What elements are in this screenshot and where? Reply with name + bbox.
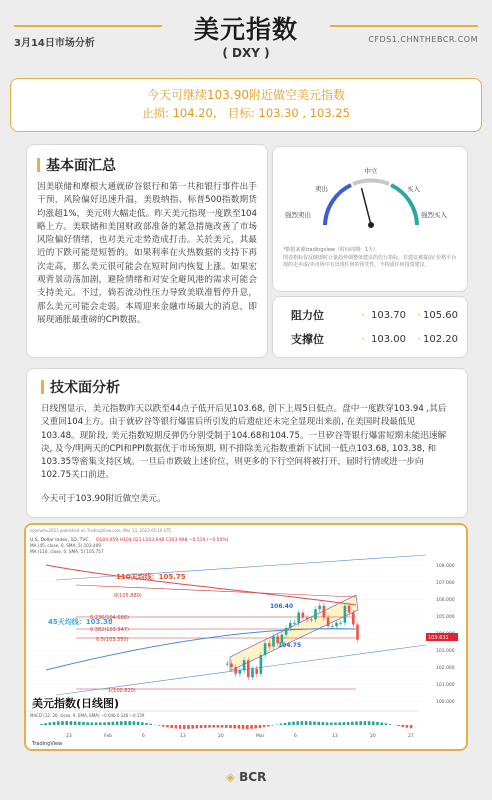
- macd-bar: [57, 721, 60, 725]
- macd-bar: [91, 722, 94, 725]
- macd-bar: [128, 721, 131, 725]
- macd-bar: [200, 725, 203, 728]
- candle: [268, 643, 271, 646]
- macd-bar: [309, 721, 312, 725]
- macd-bar: [406, 725, 409, 728]
- macd-bar: [208, 725, 211, 728]
- ann-ma45: 45天均线：103.38: [48, 618, 113, 626]
- x-tick: 27: [408, 734, 414, 739]
- macd-bar: [380, 723, 383, 725]
- macd-bar: [271, 725, 274, 726]
- support-label: 支撑位: [291, 333, 324, 346]
- y-tick: 103.000: [436, 649, 455, 654]
- macd-bar: [196, 725, 199, 728]
- footer-logo-text: BCR: [239, 770, 267, 784]
- fib-label-05: 0.5(103.350): [96, 637, 129, 643]
- resistance-2: 105.60: [423, 309, 458, 321]
- macd-bar: [103, 722, 106, 725]
- macd-bar: [233, 725, 236, 728]
- macd-bar: [170, 725, 173, 728]
- macd-bar: [280, 724, 283, 725]
- macd-bar: [74, 721, 77, 725]
- technical-body: 日线图显示，美元指数昨天以跌至44点子低开后见103.68, 创下上周5日低点。盘中一度跌穿103.94 ,其后又重回104上方。由于就矽谷等银行爆雷后所引发的后遗症还未完全显现出来前, 在美国时段最低见103.48。现阶段, 美元指数短期反弹仍分别受制于104.68和104.75。一旦矽谷等银行爆雷短期未能迅速解决, 及今/明两天的CPI和PPI数据优于市场预期, 则不排除美元指数重新下试回一低点103.68, 103.38, 和103.35等密集支持区域。一旦后市跌破上述价位，则更多的下行空间将被打开，届时行情或进一步向102.75关口前进。: [41, 404, 447, 481]
- candle: [226, 664, 229, 665]
- macd-bar: [99, 722, 102, 725]
- technical-heading: [41, 377, 453, 397]
- x-tick: 20: [370, 734, 376, 739]
- macd-bar: [183, 725, 186, 729]
- candle: [356, 625, 359, 640]
- fib-label-0: 0(105.880): [114, 593, 142, 599]
- fib-label-0382: 0.382(103.947): [90, 627, 129, 633]
- fundamentals-body: 因美联储和摩根大通就矽谷银行和第一共和银行事件出手干预，风险偏好迅速升温，美股纳指、标普500指数期货均涨超1%，美元则大幅走低。昨天美元指现一度跌至104略上方。美联储和美国财政部准备的紧急措施改善了市场风险偏好情绪，也对美元走势造成打击。关於美元，其最近的下跌可能是短暂的。如果利率在火热数据的支持下再次走高，那么美元很可能会在短时间内恢复上涨。如果宏观背景动荡加剧，避险情绪和对安全避风港的需求可能会支持美元。不过，倘若流动性压力导致美联准暂停升息，那么美元可能会走弱。本周迎来金融市场最大的消息，即展现通胀最重磅的CPI数据。: [37, 182, 257, 325]
- macd-bar: [368, 721, 371, 725]
- macd-bar: [263, 725, 266, 727]
- bcr-logo-icon: ◈: [225, 770, 235, 784]
- fundamentals-panel: [26, 144, 268, 358]
- recommendation-line-1: 今天可继续103.90附近做空美元指数: [147, 88, 345, 102]
- page-subtitle: ( DXY ): [222, 46, 270, 60]
- gauge-svg: [273, 147, 469, 293]
- tradingview-logo: TradingView: [32, 741, 63, 747]
- tech-rating-gauge: [272, 146, 468, 292]
- macd-bar: [70, 721, 73, 725]
- macd-bar: [86, 722, 89, 725]
- gauge-arc-neutral: [353, 180, 389, 184]
- macd-bar: [137, 722, 140, 725]
- dot-icon: ·: [417, 308, 421, 322]
- support-1: 103.00: [371, 333, 406, 345]
- heading-bar: [37, 158, 40, 172]
- ann-ma110: 110天均线：105.75: [116, 573, 186, 581]
- candle: [302, 613, 305, 618]
- macd-bar: [250, 725, 253, 729]
- dot-icon: ·: [361, 308, 365, 322]
- y-tick: 100.000: [436, 700, 455, 705]
- y-tick: 101.000: [436, 683, 455, 688]
- macd-bar: [305, 721, 308, 725]
- x-tick: 20: [218, 734, 224, 739]
- resistance-row: [273, 305, 469, 325]
- chart-svg: [26, 525, 466, 749]
- macd-bar: [53, 722, 56, 725]
- candle: [289, 623, 292, 628]
- support-2: 102.20: [423, 333, 458, 345]
- macd-bar: [191, 725, 194, 729]
- fundamentals-heading: [37, 155, 257, 175]
- x-tick: 6: [142, 734, 145, 739]
- candle: [297, 613, 300, 623]
- macd-bar: [372, 721, 375, 725]
- heading-bar: [41, 380, 44, 394]
- y-tick: 108.000: [436, 564, 455, 569]
- macd-bar: [229, 725, 232, 728]
- macd-bar: [112, 722, 115, 725]
- macd-bar: [107, 722, 110, 725]
- level-104-75: 104.75: [278, 642, 302, 649]
- technical-conclusion: 今天可于103.90附近做空美元。: [41, 493, 166, 504]
- macd-bar: [217, 725, 220, 728]
- y-tick: 107.000: [436, 581, 455, 586]
- macd-bar: [166, 725, 169, 727]
- page-title: 美元指数: [193, 15, 298, 44]
- candle: [251, 669, 254, 678]
- levels-panel: [272, 296, 468, 358]
- chart-ohlc: O104.059 H104.021 L103.948 C103.998 −0.519 (−0.50%): [96, 538, 229, 543]
- macd-bar: [288, 722, 291, 725]
- candle: [323, 606, 326, 618]
- support-row: [273, 329, 469, 349]
- candle: [264, 643, 267, 655]
- macd-bar: [78, 722, 81, 725]
- macd-bar: [133, 721, 136, 725]
- dot-icon: ·: [417, 332, 421, 346]
- gauge-label-strong-sell: 强烈卖出: [285, 211, 311, 219]
- macd-bar: [246, 725, 249, 729]
- candle: [247, 660, 250, 677]
- macd-bar: [221, 725, 224, 728]
- chart-ma1: MA (45, close, 0, SMA, 5) 103.409: [30, 543, 101, 548]
- gauge-arc-sell: [325, 185, 351, 225]
- candle: [344, 606, 347, 623]
- macd-bar: [351, 722, 354, 725]
- technical-title: 技术面分析: [50, 380, 120, 396]
- macd-bar: [359, 721, 362, 725]
- chart-ma2: MA (110, close, 0, SMA, 5) 105.757: [30, 549, 104, 554]
- candle: [230, 664, 233, 667]
- macd-label: MACD (12, 26, close, 9, EMA, EMA) −0.046 0.146 −0.159: [30, 713, 145, 718]
- macd-bar: [65, 721, 68, 725]
- macd-bar: [204, 725, 207, 728]
- chart-info: zoomuhu2023 published on TradingView.com, Mar 13, 2023 05:16 UTC: [30, 528, 172, 533]
- macd-bar: [254, 725, 257, 728]
- candle: [272, 636, 275, 646]
- candle: [243, 660, 246, 670]
- macd-bar: [397, 725, 400, 726]
- y-tick: 102.000: [436, 666, 455, 671]
- macd-bar: [44, 723, 47, 725]
- candle: [327, 618, 330, 627]
- macd-bar: [267, 725, 270, 726]
- macd-bar: [385, 723, 388, 725]
- candle: [260, 655, 263, 674]
- macd-bar: [326, 722, 329, 725]
- macd-bar: [301, 721, 304, 725]
- gauge-note-body: 图表指标仅反映即时计量趋势调整值建议的先行指标，在建议被提前/ 价格平台现的走卖或/卖市场中有出现任何的预先性，不构成任何投资建议。: [283, 254, 457, 268]
- gauge-label-sell: 卖出: [315, 185, 328, 193]
- macd-bar: [61, 721, 64, 725]
- recommendation-line-2: 止损: 104.20， 目标: 103.30 , 103.25: [142, 106, 350, 120]
- fib-label-0236: 0.236(104.688): [90, 615, 129, 621]
- gauge-label-strong-buy: 强烈买入: [421, 211, 447, 219]
- macd-bar: [40, 724, 43, 725]
- macd-bar: [317, 722, 320, 725]
- macd-bar: [364, 721, 367, 725]
- gauge-label-buy: 买入: [407, 185, 420, 193]
- trade-recommendation: [10, 78, 482, 132]
- macd-bar: [389, 724, 392, 725]
- candle: [318, 606, 321, 609]
- gauge-needle: [362, 188, 371, 225]
- macd-bar: [141, 722, 144, 725]
- candle: [331, 626, 334, 627]
- x-tick: Feb: [104, 734, 112, 739]
- price-tag-value: 103.631: [428, 635, 449, 641]
- macd-bar: [376, 722, 379, 725]
- macd-bar: [338, 722, 341, 725]
- macd-bar: [212, 725, 215, 728]
- candle: [314, 609, 317, 619]
- macd-bar: [313, 722, 316, 725]
- macd-bar: [330, 722, 333, 725]
- macd-bar: [149, 724, 152, 725]
- macd-bar: [175, 725, 178, 729]
- macd-bar: [296, 721, 299, 725]
- chart-symbol: U.S. Dollar Index, 1D, TVC: [30, 538, 89, 543]
- y-tick: 105.000: [436, 615, 455, 620]
- macd-bar: [82, 722, 85, 725]
- candle: [310, 619, 313, 620]
- macd-bar: [292, 722, 295, 725]
- macd-bar: [238, 725, 241, 729]
- macd-bar: [355, 721, 358, 725]
- technical-panel: [26, 368, 468, 518]
- report-date: 3月14日市场分析: [14, 38, 95, 49]
- macd-bar: [225, 725, 228, 728]
- macd-bar: [410, 725, 413, 728]
- macd-bar: [343, 722, 346, 725]
- fundamentals-title: 基本面汇总: [46, 158, 116, 174]
- gauge-note: [283, 247, 461, 270]
- macd-bar: [284, 723, 287, 725]
- gauge-label-neutral: 中立: [364, 167, 378, 175]
- macd-bar: [49, 722, 52, 725]
- macd-bar: [158, 725, 161, 726]
- price-chart: [24, 523, 468, 751]
- macd-bar: [347, 722, 350, 725]
- candle: [339, 623, 342, 624]
- macd-bar: [95, 722, 98, 725]
- fib-label-1: 1(100.820): [108, 688, 136, 694]
- resistance-1: 103.70: [371, 309, 406, 321]
- macd-bar: [187, 725, 190, 729]
- candle: [293, 623, 296, 624]
- gauge-note-title: *数据来源tradingview（时间周期：1天）: [283, 247, 379, 253]
- candle: [255, 669, 258, 674]
- macd-bar: [242, 725, 245, 729]
- y-tick: 106.000: [436, 598, 455, 603]
- macd-bar: [179, 725, 182, 729]
- candle: [348, 606, 351, 613]
- dot-icon: ·: [361, 332, 365, 346]
- resistance-label: 阻力位: [291, 309, 324, 322]
- x-tick: 13: [180, 734, 186, 739]
- candle: [352, 613, 355, 625]
- x-tick: Mar: [256, 734, 265, 739]
- level-106-40: 106.40: [270, 603, 294, 610]
- x-tick: 23: [66, 734, 72, 739]
- macd-bar: [401, 725, 404, 727]
- candle: [234, 667, 237, 674]
- gauge-hub: [368, 222, 374, 228]
- macd-bar: [322, 722, 325, 725]
- macd-bar: [124, 721, 127, 725]
- macd-bar: [162, 725, 165, 727]
- x-tick: 13: [332, 734, 338, 739]
- candle: [285, 628, 288, 635]
- chart-title: 美元指数(日线图): [32, 697, 120, 710]
- macd-bar: [145, 723, 148, 725]
- site-url[interactable]: CFDS1.CHNTHEBCR.COM: [368, 35, 478, 44]
- macd-bar: [116, 721, 119, 725]
- candle: [239, 670, 242, 673]
- macd-bar: [120, 721, 123, 725]
- x-tick: 6: [294, 734, 297, 739]
- macd-bar: [334, 722, 337, 725]
- candle: [335, 623, 338, 626]
- macd-bar: [259, 725, 262, 728]
- candle: [306, 618, 309, 620]
- footer-logo: [0, 770, 492, 784]
